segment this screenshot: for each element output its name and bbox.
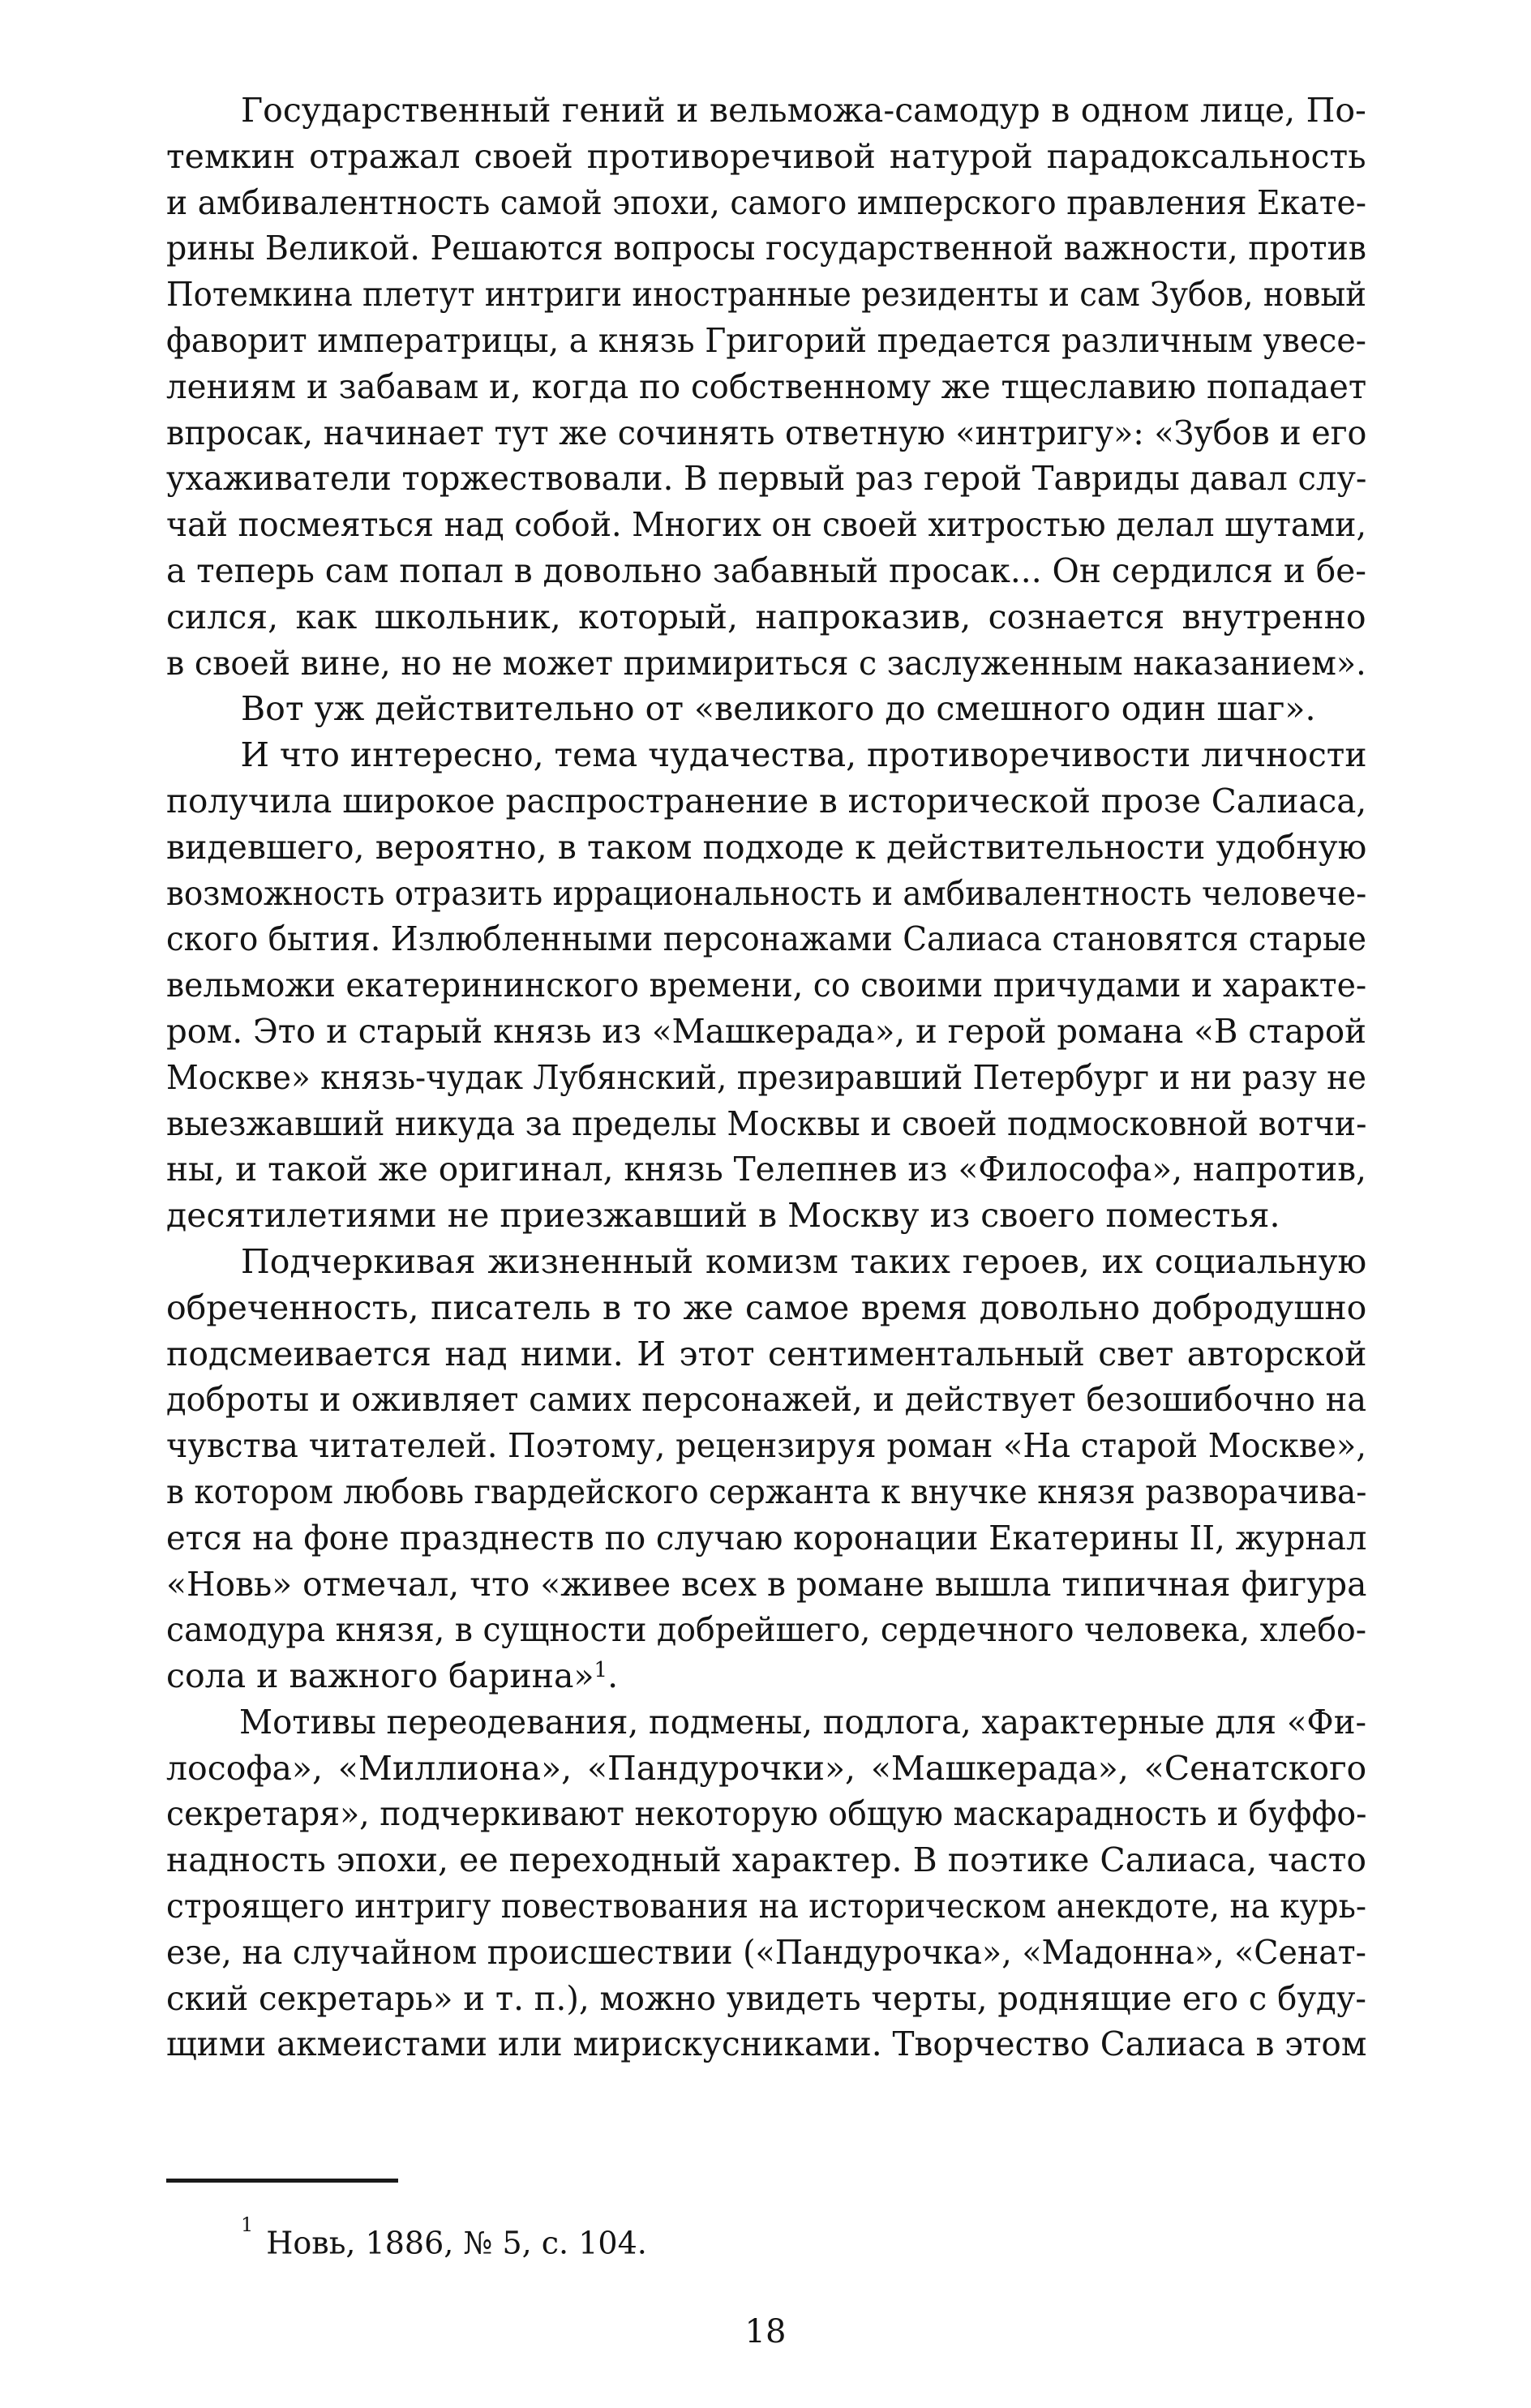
line-text: чувства читателей. Поэтому, рецензируя роман «На старой Москве», <box>166 1426 1367 1466</box>
paragraph <box>166 732 1366 1239</box>
text-line <box>166 134 1366 180</box>
text-line <box>166 456 1366 502</box>
text-line <box>166 1285 1366 1331</box>
line-text: чай посмеяться над собой. Многих он своей хитростью делал шутами, <box>166 505 1367 545</box>
text-line <box>166 1193 1366 1239</box>
line-text: получила широкое распространение в исторической прозе Салиаса, <box>166 781 1367 821</box>
line-text: надность эпохи, ее переходный характер. В поэтике Салиаса, часто <box>166 1840 1366 1880</box>
page-number: 18 <box>744 2313 787 2350</box>
line-text: ется на фоне празднеств по случаю коронации Екатерины II, журнал <box>166 1518 1367 1557</box>
text-line <box>166 502 1366 548</box>
line-text: самодура князя, в сущности добрейшего, сердечного человека, хлебо- <box>166 1610 1367 1650</box>
paragraph <box>166 88 1366 686</box>
footnote-marker: 1 <box>241 2213 254 2236</box>
line-text: рины Великой. Решаются вопросы государственной важности, против <box>166 229 1366 268</box>
text-line <box>166 594 1366 641</box>
text-line <box>166 641 1366 687</box>
text-line <box>166 225 1366 272</box>
text-line <box>166 1653 1366 1699</box>
text-line <box>166 871 1366 917</box>
footnote-text: Новь, 1886, № 5, с. 104. <box>266 2225 647 2261</box>
line-text: езе, на случайном происшествии («Пандурочка», «Мадонна», «Сенат- <box>166 1932 1366 1972</box>
text-line <box>166 825 1366 871</box>
text-line <box>166 1146 1366 1193</box>
line-text: сился, как школьник, который, напроказив, сознается внутренно <box>166 597 1366 636</box>
text-line <box>166 732 1366 778</box>
text-line <box>166 410 1366 456</box>
paragraph <box>166 1239 1366 1699</box>
text-line <box>166 1101 1366 1147</box>
line-text: вельможи екатерининского времени, со своими причудами и характе- <box>166 966 1367 1005</box>
line-text: в котором любовь гвардейского сержанта к внучке князя разворачива- <box>166 1472 1367 1511</box>
paragraph <box>166 1699 1366 2067</box>
punctuation: . <box>607 1656 619 1696</box>
line-text: темкин отражал своей противоречивой натурой парадоксальность <box>166 136 1366 176</box>
text-line <box>166 88 1366 134</box>
line-text: лософа», «Миллиона», «Пандурочки», «Машкерада», «Сенатского <box>166 1748 1367 1788</box>
line-text: Москве» князь-чудак Лубянский, презиравший Петербург и ни разу не <box>166 1057 1366 1097</box>
text-line <box>166 1976 1366 2022</box>
text-line <box>166 1515 1366 1562</box>
text-line <box>166 1930 1366 1976</box>
line-text: «Новь» отмечал, что «живее всех в романе вышла типичная фигура <box>166 1564 1367 1604</box>
line-text: лениям и забавам и, когда по собственному же тщеславию попадает <box>166 366 1367 406</box>
line-text: И что интересно, тема чудачества, противоречивости личности <box>240 735 1367 775</box>
footnote-separator <box>166 2179 398 2183</box>
text-line <box>166 1469 1366 1515</box>
text-line <box>166 1883 1366 1930</box>
line-text: фаворит императрицы, а князь Григорий предается различным увесе- <box>166 320 1366 360</box>
text-line <box>166 1746 1366 1792</box>
text-line <box>166 1055 1366 1101</box>
text-line <box>166 1009 1366 1055</box>
line-text: видевшего, вероятно, в таком подходе к действительности удобную <box>166 827 1367 867</box>
line-text: Подчеркивая жизненный комизм таких героев, их социальную <box>241 1241 1367 1281</box>
text-line <box>166 1377 1366 1423</box>
text-line <box>166 1423 1366 1469</box>
line-text: Потемкина плетут интриги иностранные резиденты и сам Зубов, новый <box>166 275 1366 315</box>
body-text <box>166 88 1366 2067</box>
line-text: ский секретарь» и т. п.), можно увидеть черты, роднящие его с буду- <box>166 1978 1366 2018</box>
text-line <box>166 1239 1366 1285</box>
text-line <box>166 916 1366 962</box>
text-line <box>166 1331 1366 1378</box>
text-line <box>166 180 1366 226</box>
text-line <box>166 548 1366 594</box>
text-line <box>166 1699 1366 1746</box>
line-text: щими акмеистами или мирискусниками. Творчество Салиаса в этом <box>166 2025 1367 2064</box>
text-line <box>166 2021 1367 2067</box>
line-text: ухаживатели торжествовали. В первый раз герой Тавриды давал слу- <box>166 459 1367 499</box>
line-text: Мотивы переодевания, подмены, подлога, характерные для «Фи- <box>239 1702 1367 1742</box>
text-line <box>166 1607 1366 1653</box>
line-text: ны, и такой же оригинал, князь Телепнев из «Философа», напротив, <box>166 1150 1366 1189</box>
text-line <box>166 1562 1366 1608</box>
text-line <box>166 1791 1366 1837</box>
line-text: выезжавший никуда за пределы Москвы и своей подмосковной вотчи- <box>166 1103 1367 1143</box>
line-text: в своей вине, но не может примириться с заслуженным наказанием». <box>166 643 1366 683</box>
line-text: а теперь сам попал в довольно забавный просак... Он сердился и бе- <box>166 551 1366 590</box>
text-line <box>166 272 1366 318</box>
text-line <box>166 1837 1366 1883</box>
line-text: строящего интригу повествования на историческом анекдоте, на курь- <box>166 1887 1366 1926</box>
line-text: десятилетиями не приезжавший в Москву из своего поместья. <box>166 1196 1280 1236</box>
line-text: и амбивалентность самой эпохи, самого имперского правления Екате- <box>166 182 1366 222</box>
text-line <box>166 318 1366 364</box>
footnote <box>241 2213 647 2266</box>
paragraph <box>166 686 1366 732</box>
line-text: обреченность, писатель в то же самое время довольно добродушно <box>166 1288 1367 1327</box>
line-text: ского бытия. Излюбленными персонажами Салиаса становятся старые <box>166 919 1366 959</box>
line-text: подсмеивается над ними. И этот сентиментальный свет авторской <box>166 1334 1367 1373</box>
line-text: доброты и оживляет самих персонажей, и действует безошибочно на <box>166 1380 1367 1420</box>
line-text: Государственный гений и вельможа-самодур в одном лице, По- <box>241 91 1366 130</box>
text-line <box>166 778 1366 825</box>
line-text: секретаря», подчеркивают некоторую общую маскарадность и буффо- <box>166 1794 1367 1834</box>
footnote-reference: 1 <box>594 1658 608 1683</box>
line-text: возможность отразить иррациональность и амбивалентность человече- <box>166 873 1367 913</box>
line-text: ром. Это и старый князь из «Машкерада», и герой романа «В старой <box>166 1011 1366 1051</box>
line-text: впросак, начинает тут же сочинять ответную «интригу»: «Зубов и его <box>166 413 1367 452</box>
text-line <box>166 686 1366 732</box>
line-text: Вот уж действительно от «великого до смешного один шаг». <box>241 689 1316 729</box>
line-text: сола и важного барина» <box>166 1656 594 1696</box>
text-line <box>166 364 1366 410</box>
text-line <box>166 962 1366 1009</box>
